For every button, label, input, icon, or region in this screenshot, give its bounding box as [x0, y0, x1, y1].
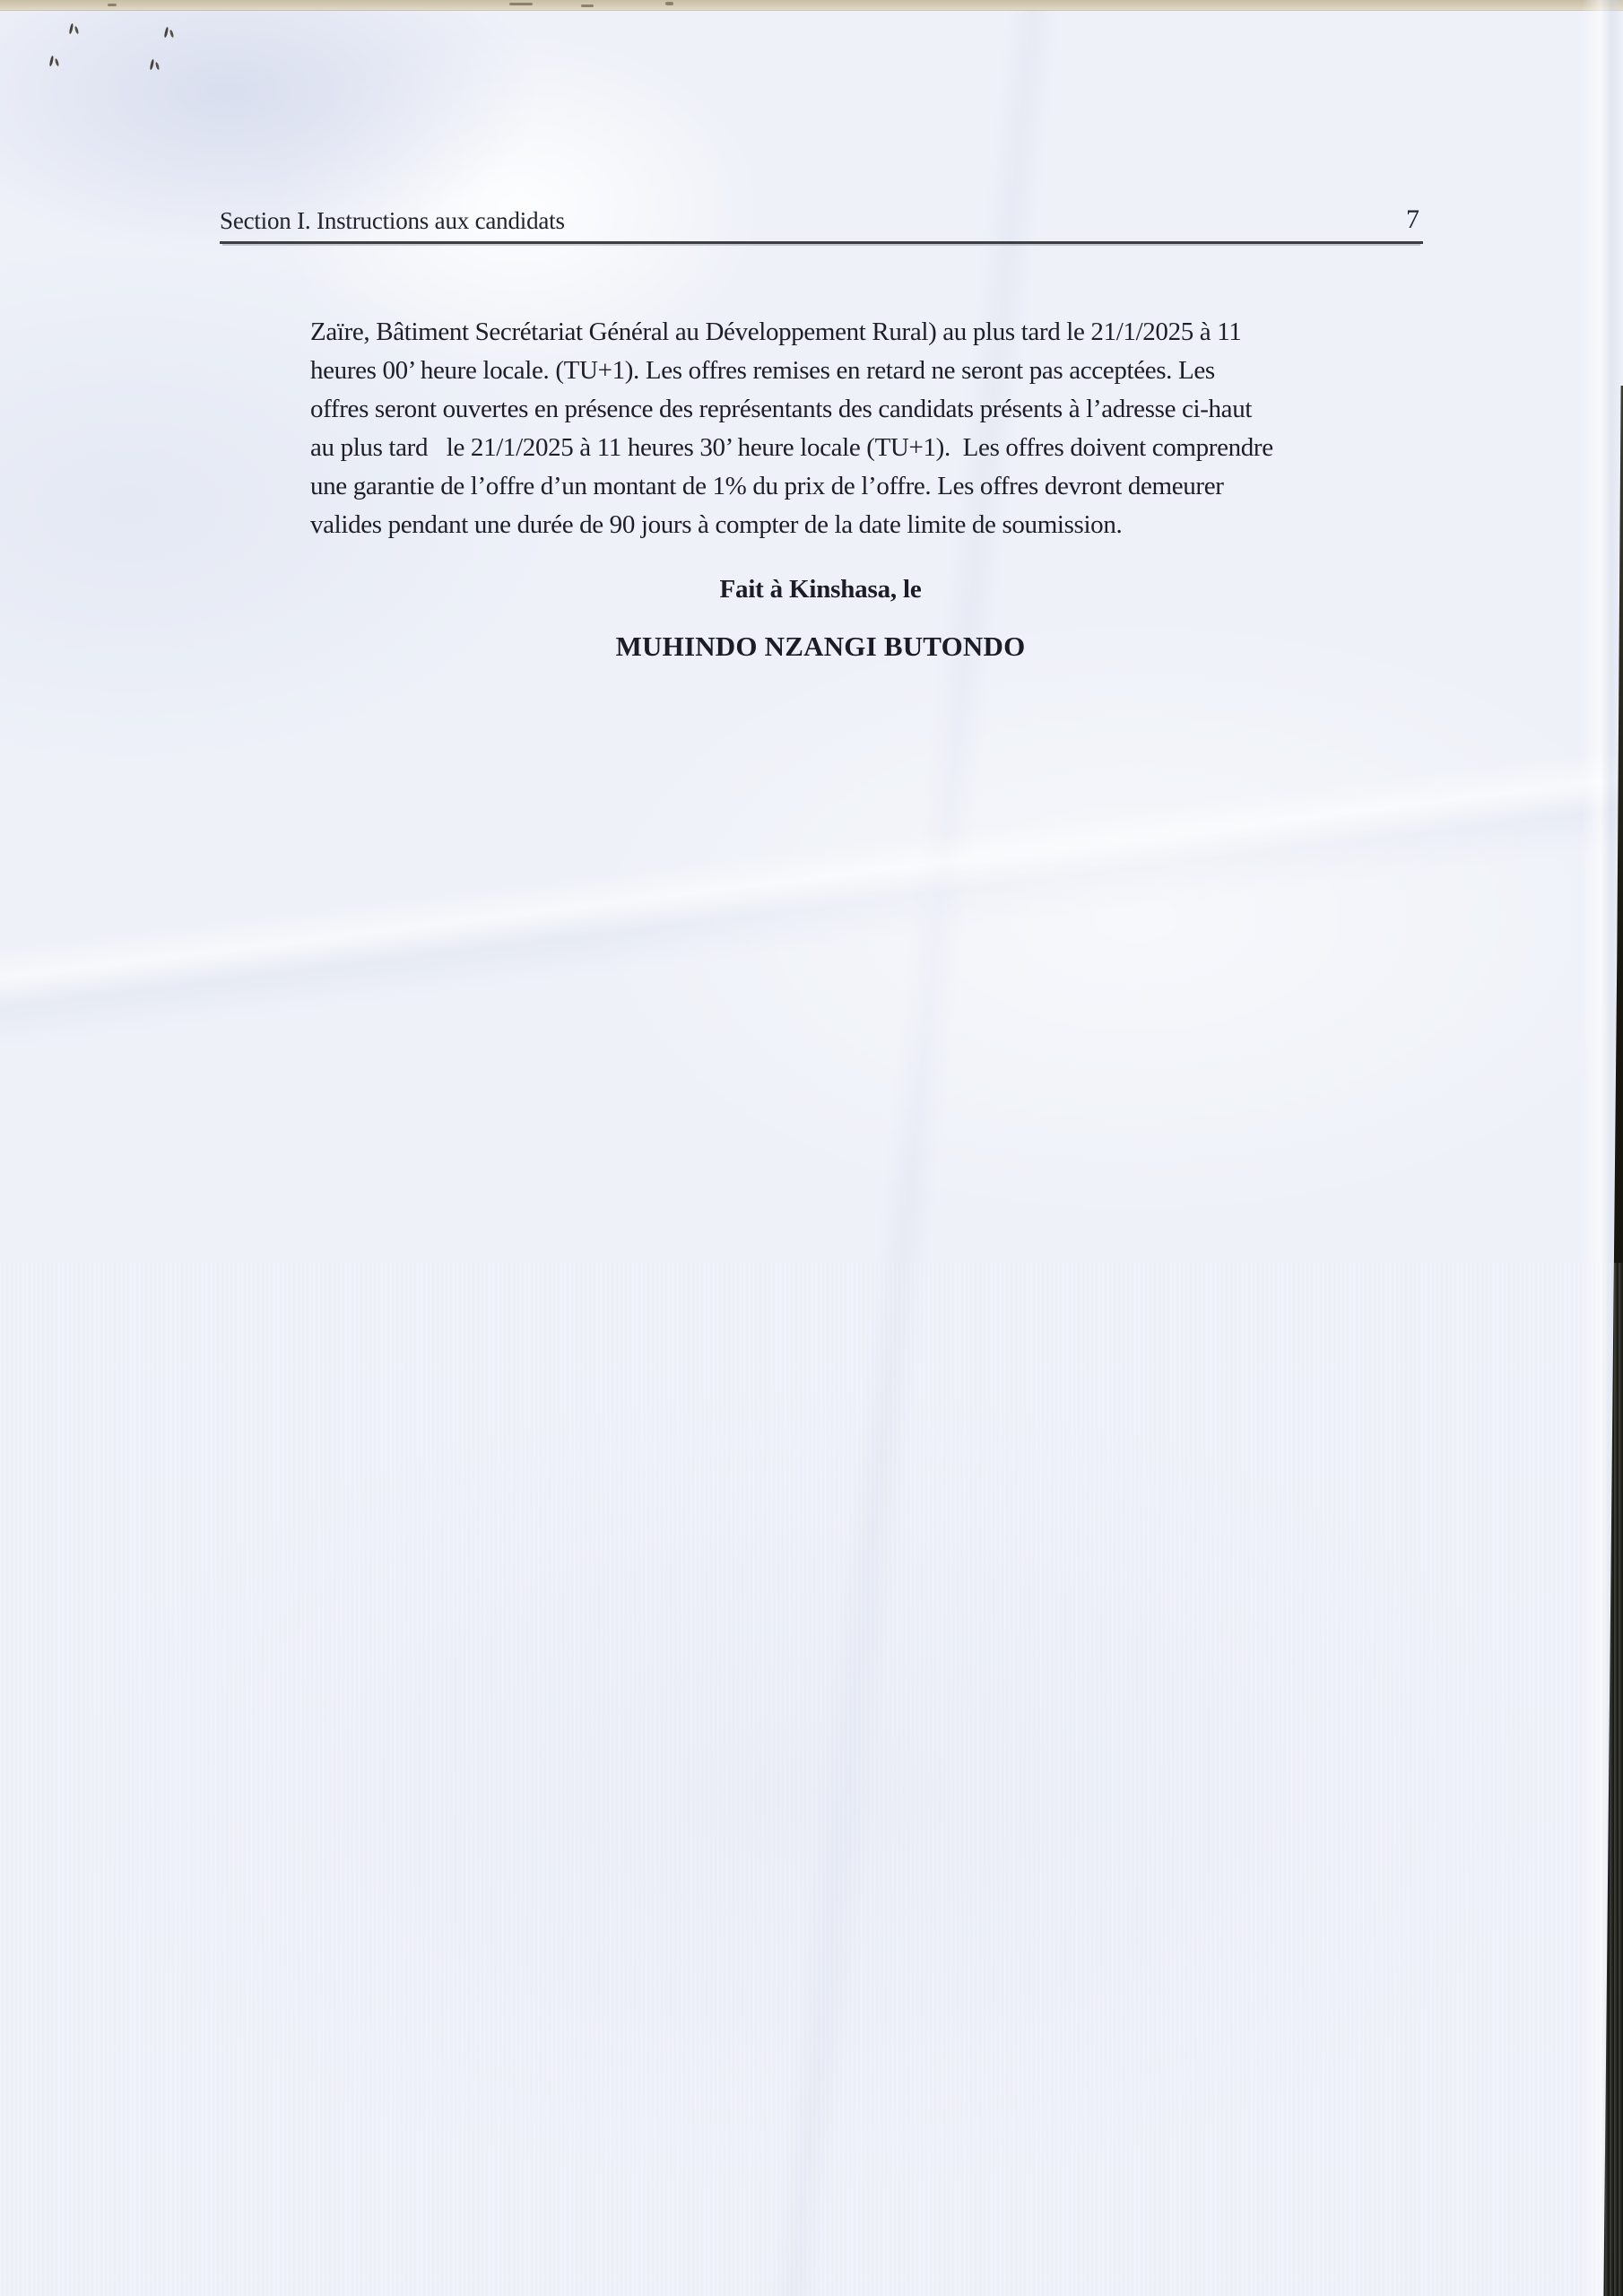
paragraph-line: valides pendant une durée de 90 jours à compter de la date limite de soumission. [310, 510, 1123, 539]
scan-debris-speck [509, 3, 533, 5]
paragraph-line: offres seront ouvertes en présence des représentants des candidats présents à l’adresse ci-haut [310, 395, 1253, 423]
page-number: 7 [1406, 204, 1419, 234]
closing-place-line: Fait à Kinshasa, le [719, 575, 922, 604]
signatory-name: MUHINDO NZANGI BUTONDO [615, 631, 1026, 662]
section-header-text: Section I. Instructions aux candidats [220, 207, 565, 234]
scan-debris-speck [581, 4, 594, 7]
scan-debris-speck [108, 4, 117, 6]
page-header [220, 204, 1423, 244]
paragraph-line: Zaïre, Bâtiment Secrétariat Général au Développement Rural) au plus tard le 21/1/2025 à 11 [310, 317, 1242, 346]
paragraph-line: au plus tard le 21/1/2025 à 11 heures 30’ heure locale (TU+1). Les offres doivent comprendre [310, 433, 1273, 462]
scanner-edge-strip [0, 0, 1623, 10]
body-paragraph [310, 313, 1422, 544]
paragraph-line: heures 00’ heure locale. (TU+1). Les offres remises en retard ne seront pas acceptées. Les [310, 356, 1215, 385]
paragraph-line: une garantie de l’offre d’un montant de 1% du prix de l’offre. Les offres devront demeurer [310, 472, 1224, 500]
scan-debris-speck [665, 2, 673, 5]
